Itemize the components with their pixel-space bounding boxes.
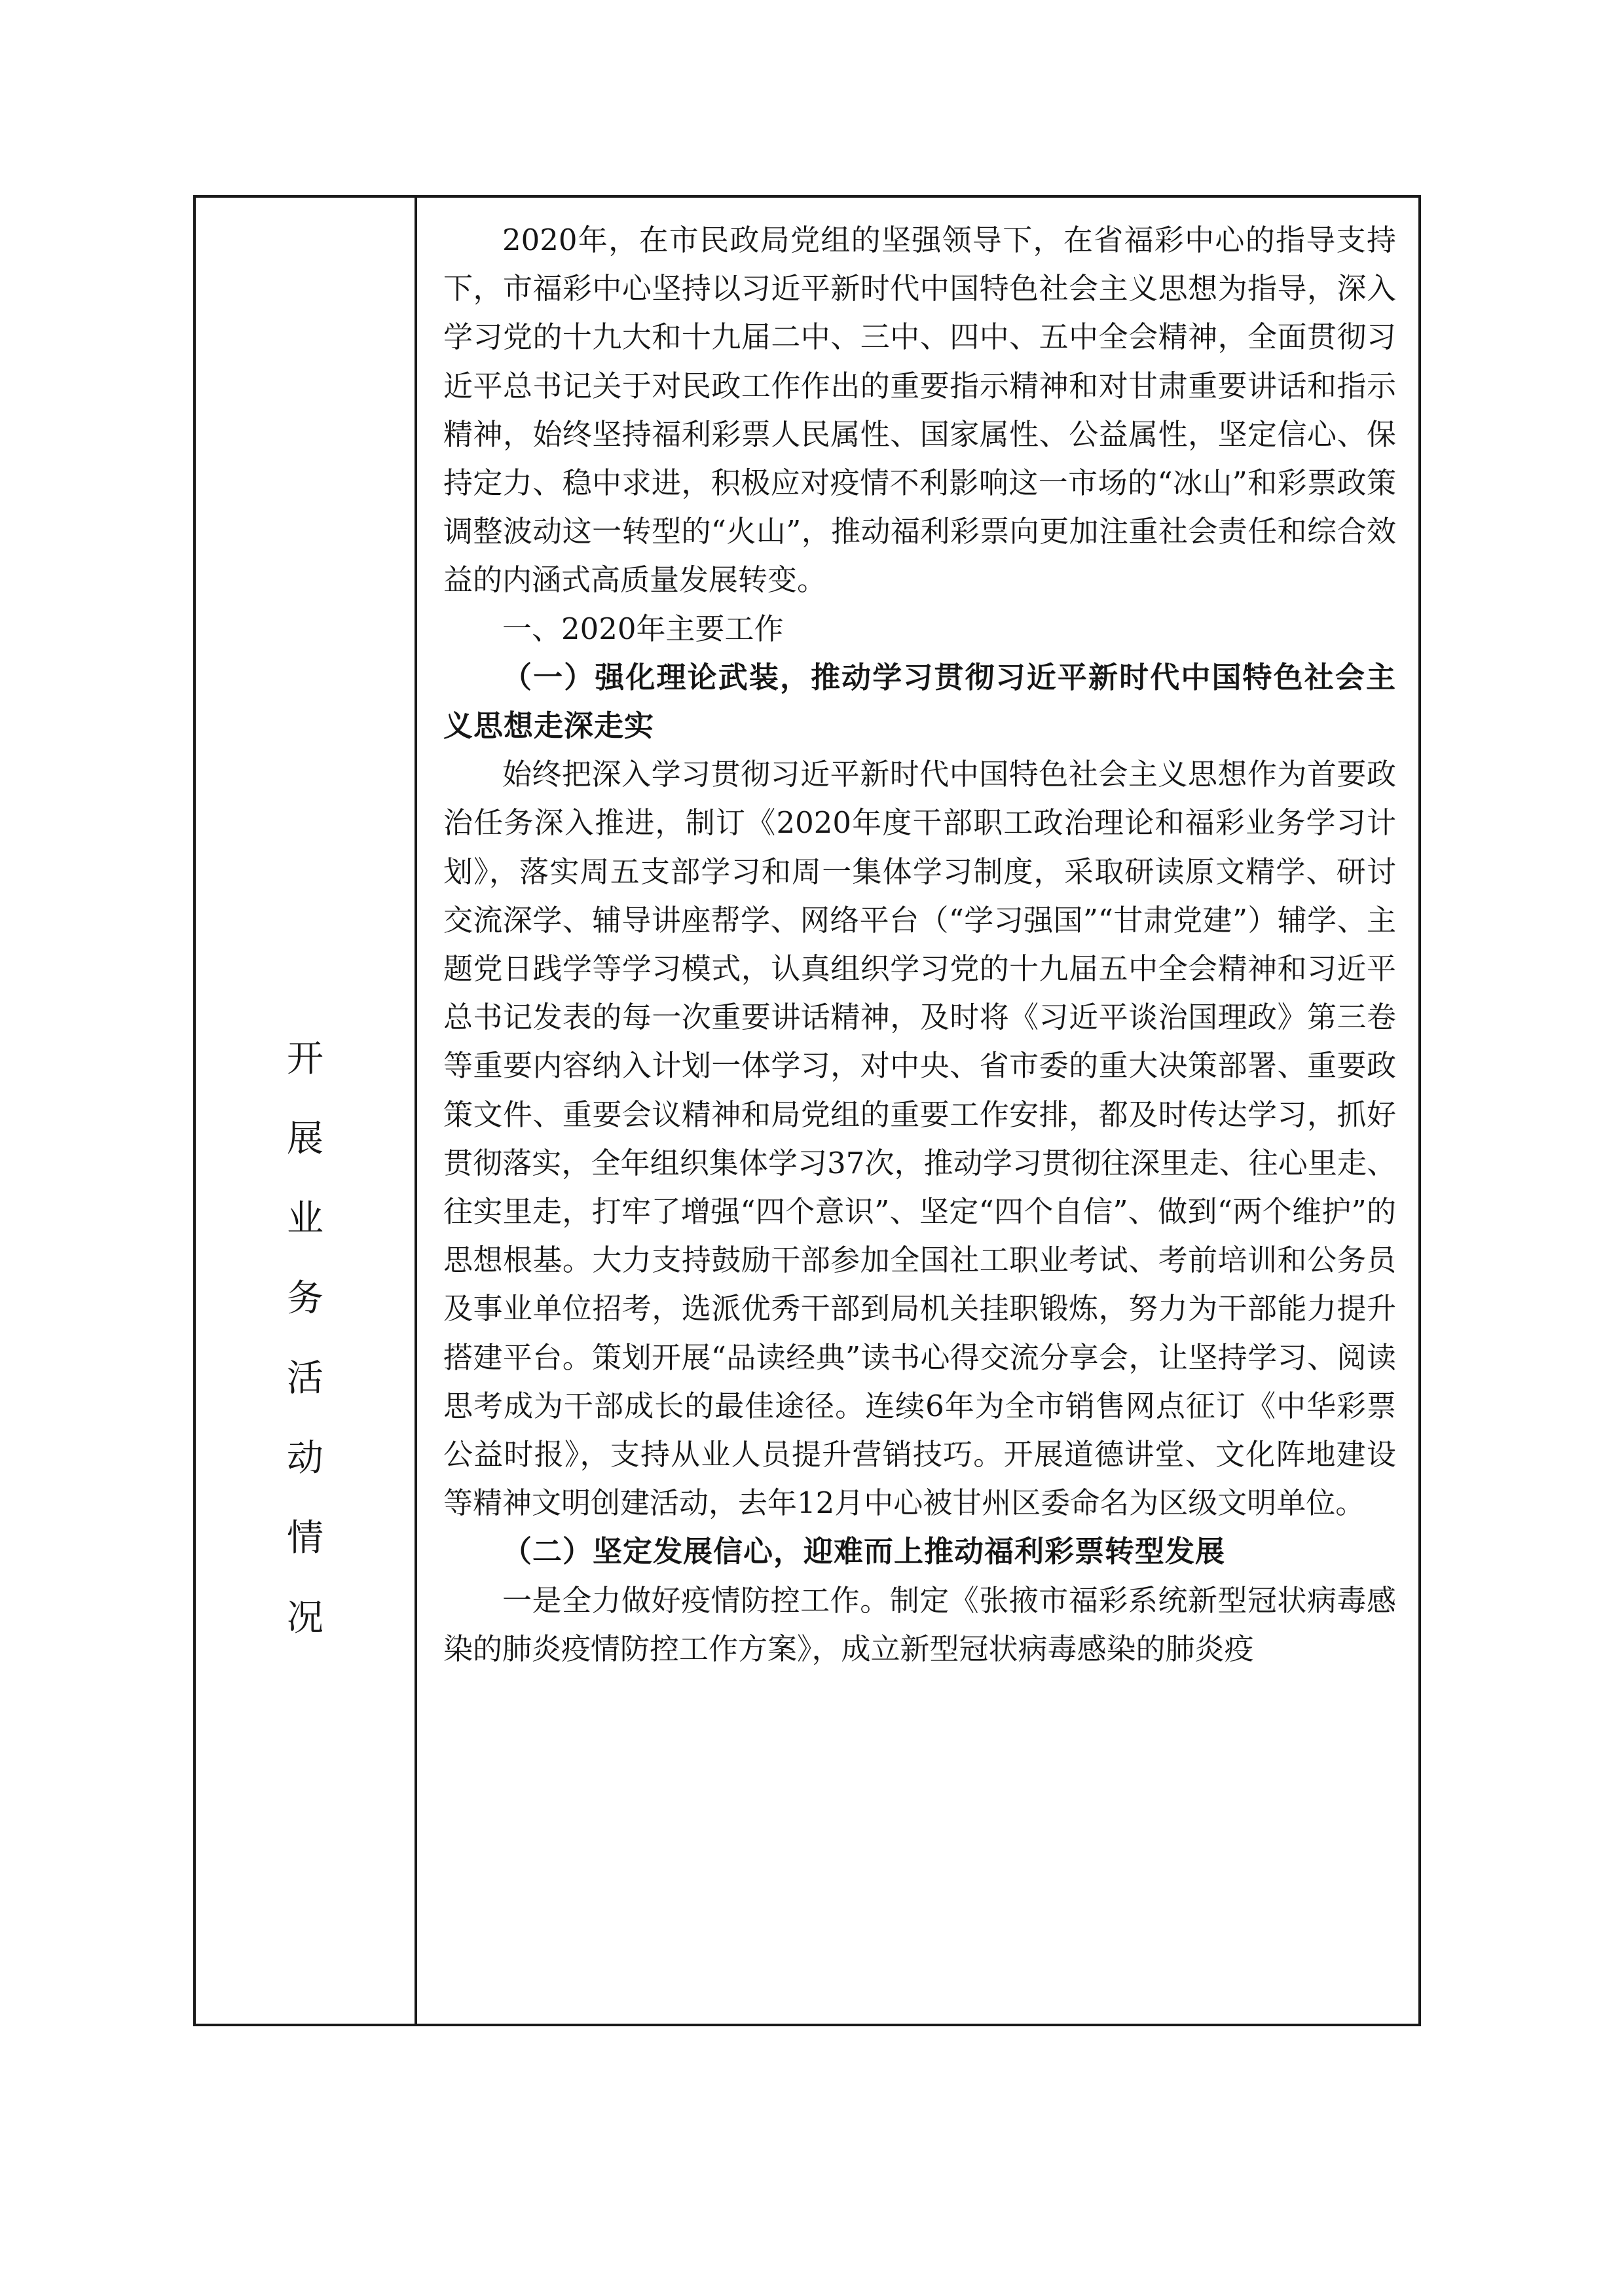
report-table [193,195,1421,2026]
content-cell [417,198,1418,2024]
row-label-char: 业 [287,1197,323,1240]
row-label-cell [196,198,417,2024]
section-heading: 一、2020年主要工作 [502,611,784,646]
body-paragraph: 始终把深入学习贯彻习近平新时代中国特色社会主义思想作为首要政治任务深入推进，制订《2020年度干部职工政治理论和福彩业务学习计划》，落实周五支部学习和周一集体学习制度，采取研读原文精学、研讨交流深学、辅导讲座帮学、网络平台（“学习强国”“甘肃党建”）辅学、主题党日践学等学习模式，认真组织学习党的十九届五中全会精神和习近平总书记发表的每一次重要讲话精神，及时将《习近平谈治国理政》第三卷等重要内容纳入计划一体学习，对中央、省市委的重大决策部署、重要政策文件、重要会议精神和局党组的重要工作安排，都及时传达学习，抓好贯彻落实，全年组织集体学习37次，推动学习贯彻往深里走、往心里走、往实里走，打牢了增强“四个意识”、坚定“四个自信”、做到“两个维护”的思想根基。大力支持鼓励干部参加全国社工职业考试、考前培训和公务员及事业单位招考，选派优秀干部到局机关挂职锻炼，努力为干部能力提升搭建平台。策划开展“品读经典”读书心得交流分享会，让坚持学习、阅读思考成为干部成长的最佳途径。连续6年为全市销售网点征订《中华彩票公益时报》，支持从业人员提升营销技巧。开展道德讲堂、文化阵地建设等精神文明创建活动，去年12月中心被甘州区委命名为区级文明单位。 [443,757,1396,1521]
body-paragraph: 一是全力做好疫情防控工作。制定《张掖市福彩系统新型冠状病毒感染的肺炎疫情防控工作方案》，成立新型冠状病毒感染的肺炎疫 [443,1582,1396,1666]
row-label-char: 开 [287,1038,323,1080]
intro-paragraph: 2020年，在市民政局党组的坚强领导下，在省福彩中心的指导支持下，市福彩中心坚持以习近平新时代中国特色社会主义思想为指导，深入学习党的十九大和十九届二中、三中、四中、五中全会精神，全面贯彻习近平总书记关于对民政工作作出的重要指示精神和对甘肃重要讲话和指示精神，始终坚持福利彩票人民属性、国家属性、公益属性，坚定信心、保持定力、稳中求进，积极应对疫情不利影响这一市场的“冰山”和彩票政策调整波动这一转型的“火山”，推动福利彩票向更加注重社会责任和综合效益的内涵式高质量发展转变。 [443,223,1396,598]
subsection-heading: （二）坚定发展信心，迎难而上推动福利彩票转型发展 [502,1534,1226,1569]
row-label-char: 务 [287,1277,323,1320]
row-label-char: 情 [287,1517,323,1559]
row-label-char: 展 [287,1118,323,1160]
row-label-char: 况 [287,1597,323,1639]
subsection-heading: （一）强化理论武装，推动学习贯彻习近平新时代中国特色社会主义思想走深走实 [443,659,1396,744]
row-label-char: 动 [287,1437,323,1480]
row-label-char: 活 [287,1357,323,1400]
row-label [196,1039,415,1678]
